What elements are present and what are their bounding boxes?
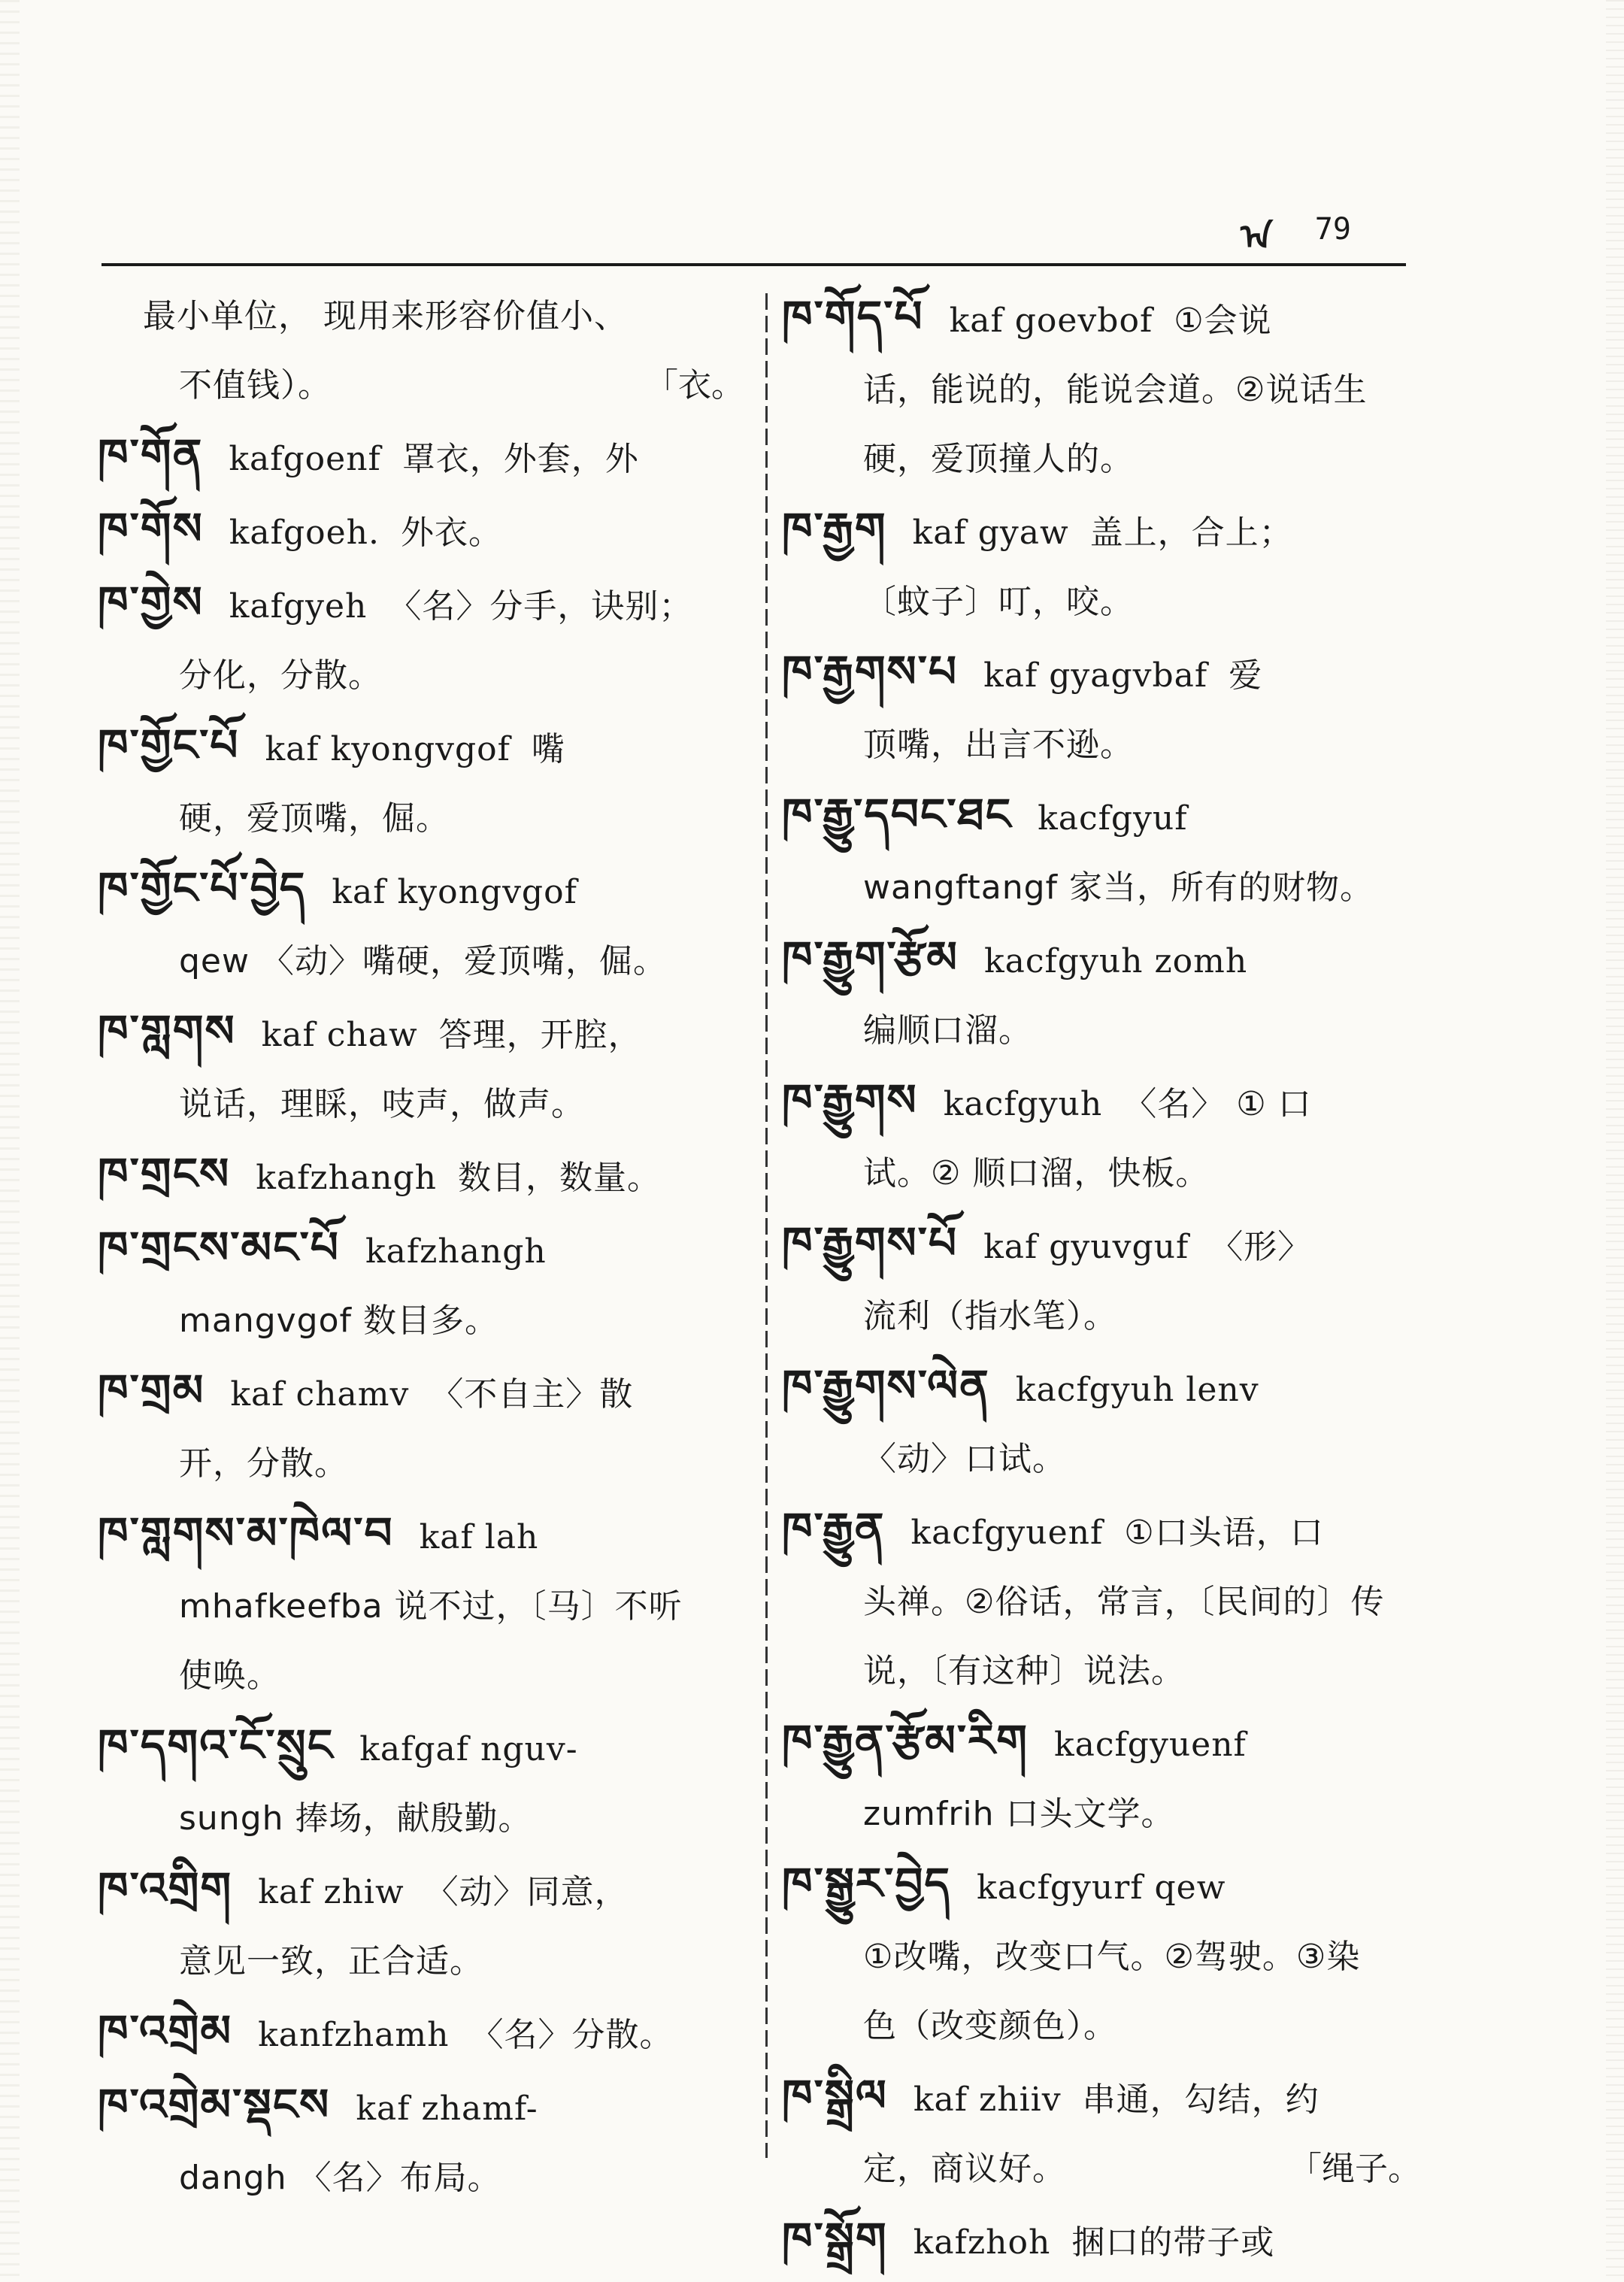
romanization: kaf lah xyxy=(419,1518,539,1556)
tibetan-headword: ཁ་རྒྱུག་རྩོམ xyxy=(782,932,959,983)
tibetan-headword: ཁ་དགའ་ངོ་སྲུང xyxy=(98,1720,335,1771)
dictionary-entry xyxy=(98,494,752,568)
entry-continuation-line: 硬，爱顶嘴，倔。 xyxy=(179,799,450,838)
romanization: kaf gyaw xyxy=(912,514,1069,552)
tibetan-headword: ཁ་གྱེས xyxy=(98,577,204,628)
entry-continuation-line: 〔蚊子〕叮，咬。 xyxy=(863,583,1134,621)
scan-edge-right xyxy=(1606,0,1624,2282)
romanization: kacfgyuh lenv xyxy=(1015,1371,1259,1409)
romanization: kacfgyuenf xyxy=(910,1514,1104,1552)
entry-continuation-line: mangvgof 数目多。 xyxy=(179,1302,499,1340)
definition: 捆口的带子或 xyxy=(1071,2223,1275,2262)
column-divider xyxy=(765,293,768,2158)
romanization: kaf kyongvgof xyxy=(332,873,577,911)
romanization: kacfgyuh xyxy=(943,1085,1103,1123)
tibetan-headword: ཁ་རྒྱུན xyxy=(782,1503,886,1554)
running-head xyxy=(1241,203,1351,256)
dictionary-entry xyxy=(782,1351,1429,1494)
entry-headline xyxy=(782,282,1429,356)
tibetan-headword: ཁ་གོད་པོ xyxy=(782,291,924,342)
entry-headline xyxy=(98,1499,752,1572)
tibetan-headword: ཁ་རྒྱུགས xyxy=(782,1074,918,1126)
romanization: kaf kyongvgof xyxy=(265,730,511,768)
definition: 答理，开腔， xyxy=(438,1016,642,1054)
tibetan-headword: ཁ་གྱོང་པོ xyxy=(98,720,240,771)
romanization: kafgyeh xyxy=(229,587,368,626)
dictionary-entry xyxy=(782,637,1429,780)
tibetan-headword: ཁ་གླགས་མ་ཁེལ་བ xyxy=(98,1508,394,1559)
entry-continuation-line: 使唤。 xyxy=(179,1656,280,1695)
entry-headline xyxy=(782,2061,1429,2135)
right-column xyxy=(782,282,1429,2277)
entry-headline xyxy=(98,494,752,568)
tibetan-headword: ཁ་སྒྱུར་བྱེད xyxy=(782,1858,952,1909)
entry-continuation-line: 最小单位， 现用来形容价值小、 xyxy=(143,297,628,335)
romanization: kafzhoh xyxy=(913,2223,1051,2262)
dictionary-entry xyxy=(98,1853,752,1996)
definition: 〈名〉分手，诀别； xyxy=(388,587,693,626)
dictionary-entry xyxy=(782,1494,1429,1706)
romanization: kafgaf nguv- xyxy=(359,1730,578,1768)
tibetan-headword: ཁ་གོས xyxy=(98,503,204,554)
entry-continuation-line: 流利（指水笔）。 xyxy=(863,1297,1117,1335)
tibetan-headword: ཁ་འགྲིག xyxy=(98,1862,233,1914)
entry-continuation-line: mhafkeefba 说不过，〔马〕不听 xyxy=(179,1587,683,1626)
dictionary-entry xyxy=(98,996,752,1139)
romanization: kacfgyuf xyxy=(1038,799,1188,838)
dictionary-entry xyxy=(782,1208,1429,1351)
tibetan-headword: ཁ་གླགས xyxy=(98,1005,236,1056)
entry-continuation-line: wangftangf 家当，所有的财物。 xyxy=(863,868,1374,907)
definition: 串通，勾结，约 xyxy=(1082,2080,1320,2119)
left-column xyxy=(98,282,752,2213)
page-number: 79 xyxy=(1314,212,1351,247)
dictionary-entry xyxy=(98,1711,752,1853)
dictionary-entry xyxy=(98,853,752,996)
entry-continuation-line: 说，〔有这种〕说法。 xyxy=(863,1652,1185,1690)
romanization: kacfgyurf qew xyxy=(977,1868,1226,1907)
dictionary-entry xyxy=(782,494,1429,637)
entry-continuation-line: ①改嘴，改变口气。②驾驶。③染 xyxy=(863,1938,1361,1976)
entry-headline xyxy=(98,996,752,1070)
dictionary-entry xyxy=(98,1996,752,2070)
definition: 〈名〉 ① 口 xyxy=(1123,1085,1312,1123)
entry-continuation-line: 定，商议好。 xyxy=(863,2150,1066,2188)
romanization: kaf zhiiv xyxy=(913,2080,1062,2119)
entry-headline xyxy=(98,1996,752,2070)
dictionary-entry xyxy=(782,780,1429,923)
entry-headline xyxy=(98,1213,752,1286)
catchword-note: 「绳子。 xyxy=(1289,2150,1421,2188)
definition: ①口头语，口 xyxy=(1124,1514,1324,1552)
romanization: kaf goevbof xyxy=(949,302,1153,340)
entry-continuation-line: 顶嘴，出言不逊。 xyxy=(863,726,1134,764)
entry-headline xyxy=(782,1208,1429,1282)
tibetan-headword: ཁ་རྒྱུགས་ལེན xyxy=(782,1360,990,1411)
entry-headline xyxy=(782,923,1429,996)
definition: ①会说 xyxy=(1174,302,1272,340)
entry-headline xyxy=(782,1494,1429,1568)
entry-headline xyxy=(98,1356,752,1429)
dictionary-entry xyxy=(782,923,1429,1065)
tibetan-headword: ཁ་རྒྱུན་རྩོམ་རིག xyxy=(782,1715,1029,1766)
tibetan-headword: ཁ་སྒྲོག xyxy=(782,2213,888,2264)
entry-headline xyxy=(782,1351,1429,1425)
entry-headline xyxy=(98,1853,752,1927)
dictionary-entry xyxy=(98,420,752,494)
entry-continuation-line: 分化，分散。 xyxy=(179,656,382,695)
entry-headline xyxy=(782,1849,1429,1923)
definition: 〈名〉分散。 xyxy=(470,2016,674,2054)
entry-headline xyxy=(98,853,752,927)
entry-headline xyxy=(782,2204,1429,2277)
entry-continuation-line: 〈动〉口试。 xyxy=(863,1440,1066,1478)
romanization: kaf chaw xyxy=(261,1016,418,1054)
tibetan-headword: ཁ་རྒྱག xyxy=(782,503,887,554)
romanization: kaf zhamf- xyxy=(356,2090,538,2128)
romanization: kafzhangh xyxy=(365,1232,547,1271)
dictionary-entry xyxy=(782,2061,1429,2204)
dictionary-entry xyxy=(782,1706,1429,1849)
entry-headline xyxy=(98,711,752,784)
entry-continuation-line: 色（改变颜色）。 xyxy=(863,2007,1117,2045)
definition: 外衣。 xyxy=(400,514,502,552)
entry-continuation-line: 说话，理睬，吱声，做声。 xyxy=(179,1085,585,1123)
definition: 罩衣，外套，外 xyxy=(401,440,639,478)
entry-continuation-line: qew 〈动〉嘴硬，爱顶嘴，倔。 xyxy=(179,942,667,980)
entry-continuation-line: zumfrih 口头文学。 xyxy=(863,1795,1175,1833)
romanization: kaf zhiw xyxy=(258,1873,404,1911)
romanization: kacfgyuenf xyxy=(1053,1726,1247,1764)
romanization: kafgoeh. xyxy=(229,514,380,552)
entry-continuation-line: 试。② 顺口溜，快板。 xyxy=(863,1154,1210,1193)
tibetan-headword: ཁ་གྲངས xyxy=(98,1148,231,1199)
tibetan-headword: ཁ་འགྲེམ་སྡངས xyxy=(98,2079,331,2130)
entry-continuation-line: 开，分散。 xyxy=(179,1444,348,1483)
definition: 〈动〉同意， xyxy=(425,1873,629,1911)
dictionary-entry xyxy=(98,2070,752,2213)
tibetan-headword: ཁ་འགྲེམ xyxy=(98,2005,233,2056)
entry-continuation-line: 不值钱）。 xyxy=(179,366,332,405)
dictionary-entry xyxy=(98,282,752,420)
dictionary-entry xyxy=(782,1065,1429,1208)
header-rule xyxy=(102,263,1406,266)
dictionary-entry xyxy=(98,1356,752,1499)
tibetan-headword: ཁ་གྱོང་པོ་བྱེད xyxy=(98,862,307,914)
entry-headline xyxy=(782,637,1429,711)
tibetan-headword: ཁ་སྒྲིལ xyxy=(782,2070,888,2121)
tibetan-headword: ཁ་རྒྱགས་པ xyxy=(782,646,959,697)
romanization: kacfgyuh zomh xyxy=(983,942,1248,980)
entry-headline xyxy=(782,1065,1429,1139)
tibetan-headword: ཁ་གོན xyxy=(98,429,204,480)
dictionary-entry xyxy=(782,2204,1429,2277)
entry-continuation-line: 头禅。②俗话，常言，〔民间的〕传 xyxy=(863,1583,1385,1621)
dictionary-entry xyxy=(782,282,1429,494)
dictionary-entry xyxy=(98,1213,752,1356)
dictionary-entry xyxy=(98,711,752,853)
catchword-note: 「衣。 xyxy=(645,366,744,405)
dictionary-entry xyxy=(98,568,752,711)
entry-headline xyxy=(98,1139,752,1213)
tibetan-headword: ཁ་རྒྱུ་དབང་ཐང xyxy=(782,789,1013,840)
definition: 〈形〉 xyxy=(1210,1228,1312,1266)
entry-continuation-line: dangh 〈名〉布局。 xyxy=(179,2159,501,2197)
romanization: kafzhangh xyxy=(256,1159,438,1197)
entry-headline xyxy=(782,1706,1429,1780)
entry-continuation-line: 话，能说的，能说会道。②说话生 xyxy=(863,371,1368,409)
dictionary-entry xyxy=(98,1499,752,1711)
entry-continuation-line: sungh 捧场，献殷勤。 xyxy=(179,1799,532,1838)
entry-headline xyxy=(98,1711,752,1784)
scan-edge-left xyxy=(0,0,20,2282)
romanization: kanfzhamh xyxy=(258,2016,450,2054)
entry-headline xyxy=(98,2070,752,2144)
definition: 数目，数量。 xyxy=(458,1159,662,1197)
tibetan-headword: ཁ་གྲངས་མང་པོ xyxy=(98,1222,340,1273)
tibetan-headword: ཁ་རྒྱུགས་པོ xyxy=(782,1217,959,1268)
entry-continuation-line: 编顺口溜。 xyxy=(863,1011,1032,1050)
entry-headline xyxy=(98,420,752,494)
romanization: kaf gyagvbaf xyxy=(983,656,1208,695)
dictionary-entry xyxy=(98,1139,752,1213)
tibetan-headword: ཁ་གྲམ xyxy=(98,1365,205,1416)
dictionary-entry xyxy=(782,1849,1429,2061)
romanization: kafgoenf xyxy=(229,440,381,478)
romanization: kaf gyuvguf xyxy=(983,1228,1189,1266)
definition: 〈不自主〉散 xyxy=(430,1375,634,1414)
definition: 嘴 xyxy=(531,730,565,768)
entry-headline xyxy=(782,780,1429,853)
entry-continuation-line: 意见一致，正合适。 xyxy=(179,1942,483,1980)
definition: 爱 xyxy=(1229,656,1263,695)
romanization: kaf chamv xyxy=(230,1375,410,1414)
entry-headline xyxy=(782,494,1429,568)
entry-headline xyxy=(98,568,752,641)
running-head-letter: ᠠ xyxy=(1241,217,1273,257)
definition: 盖上，合上； xyxy=(1089,514,1293,552)
entry-continuation-line: 硬，爱顶撞人的。 xyxy=(863,440,1134,478)
